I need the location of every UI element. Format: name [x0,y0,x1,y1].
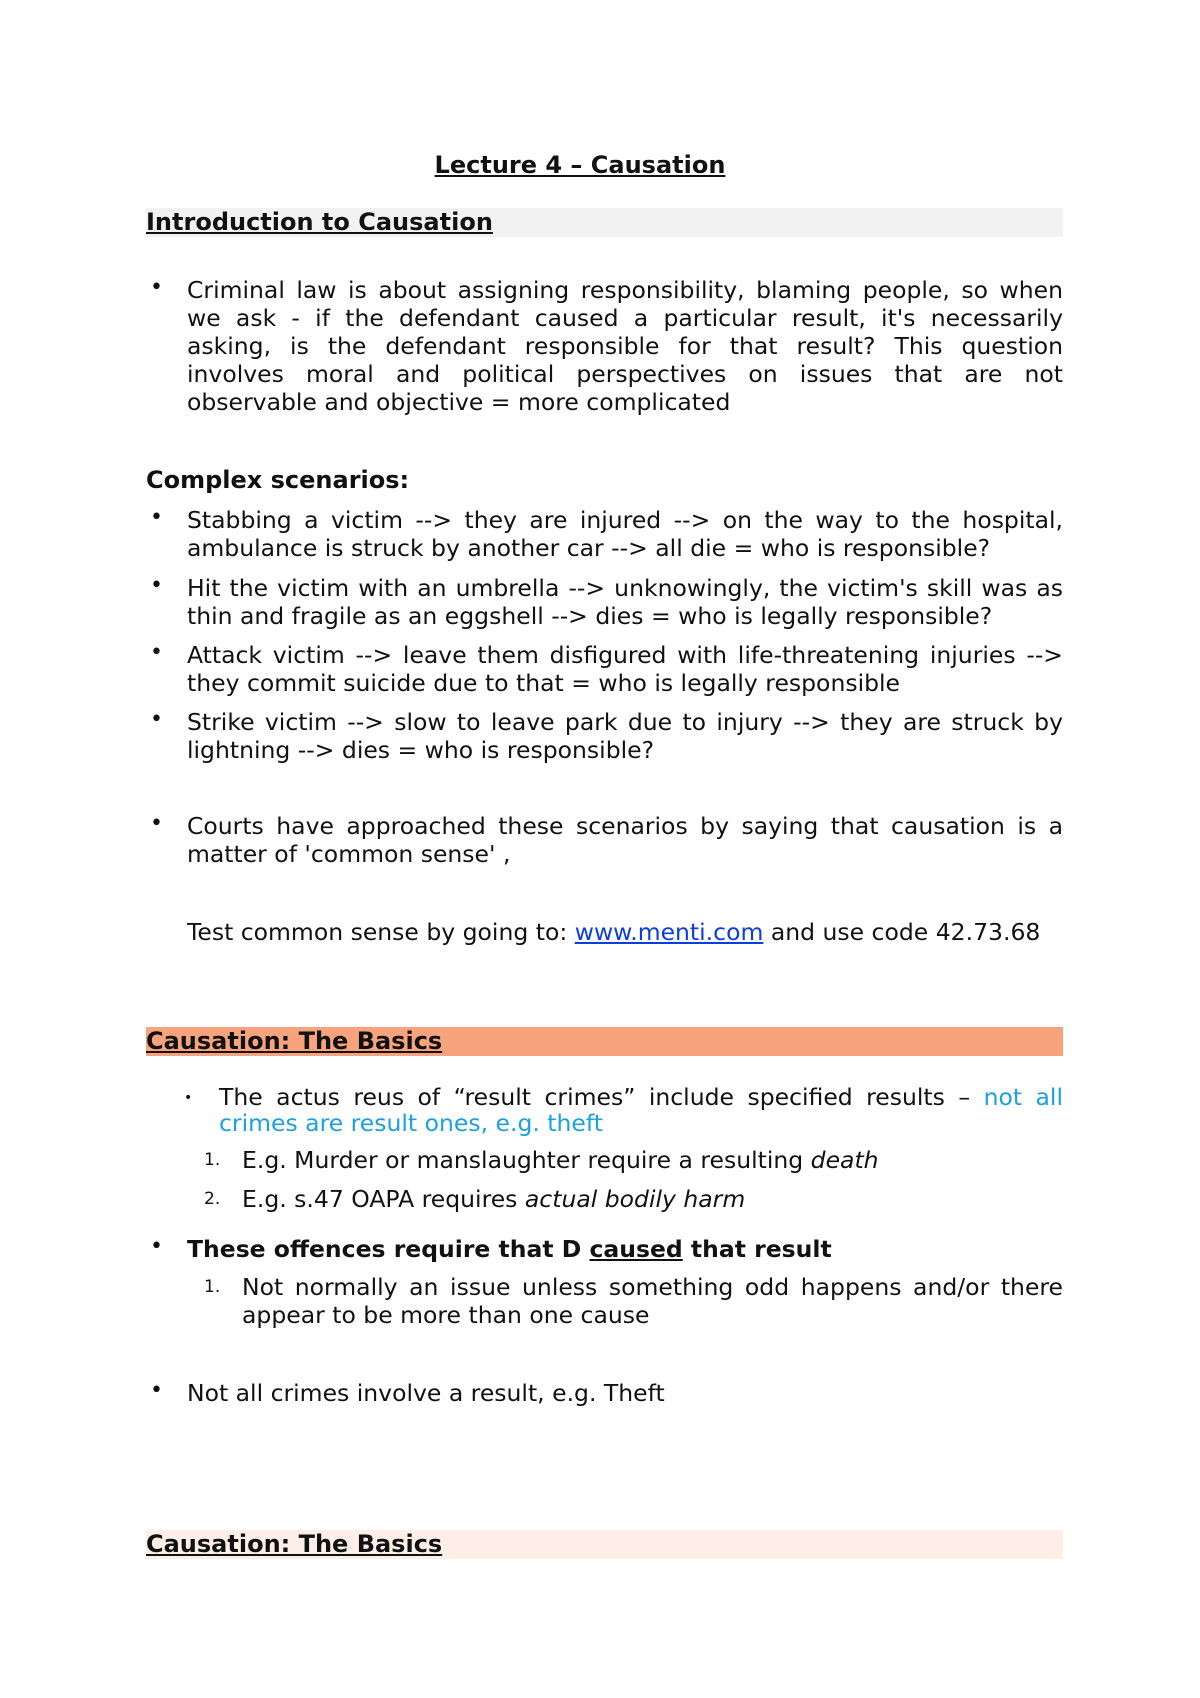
offences-paragraph: These offences require that D caused that result [187,1235,832,1263]
scenario-item: Strike victim --> slow to leave park due to injury --> they are struck by lightning --> dies = who is responsible? [187,708,1063,764]
page-title: Lecture 4 – Causation [434,151,726,179]
bullet-marker: • [150,640,163,665]
bullet-marker: • [150,573,163,598]
not-all-paragraph: Not all crimes involve a result, e.g. Theft [187,1379,665,1407]
number-marker: 1. [204,1150,221,1170]
scenario-item: Attack victim --> leave them disfigured with life-threatening injuries --> they commit suicide due to that = who is legally responsible [187,641,1063,697]
courts-paragraph: Courts have approached these scenarios by saying that causation is a matter of 'common sense' , [187,812,1063,868]
section-heading-basics: Causation: The Basics [146,1027,1063,1056]
list-item: E.g. s.47 OAPA requires actual bodily harm [242,1185,746,1213]
number-marker: 1. [204,1277,221,1297]
bullet-marker: • [150,707,163,732]
section-heading-basics-2: Causation: The Basics [146,1530,1063,1559]
menti-paragraph: Test common sense by going to: www.menti.com and use code 42.73.68 [187,918,1041,946]
bullet-marker: • [150,505,163,530]
bullet-marker: • [150,1378,163,1403]
bullet-marker: • [150,275,163,300]
bullet-marker: • [184,1090,193,1106]
bullet-marker: • [150,1234,163,1259]
bullet-marker: • [150,811,163,836]
actus-reus-paragraph: The actus reus of “result crimes” include specified results – not all crimes are result ones, e.g. theft [219,1083,1063,1137]
scenario-item: Stabbing a victim --> they are injured --> on the way to the hospital, ambulance is struck by another car --> all die = who is responsible? [187,506,1063,562]
highlight-note: not all crimes are result ones, e.g. theft [219,1083,1063,1137]
complex-scenarios-heading: Complex scenarios: [146,466,410,494]
list-item: Not normally an issue unless something odd happens and/or there appear to be more than one cause [242,1273,1063,1329]
scenario-item: Hit the victim with an umbrella --> unknowingly, the victim's skill was as thin and fragile as an eggshell --> dies = who is legally responsible? [187,574,1063,630]
number-marker: 2. [204,1189,221,1209]
list-item: E.g. Murder or manslaughter require a resulting death [242,1146,879,1174]
intro-paragraph: Criminal law is about assigning responsibility, blaming people, so when we ask - if the defendant caused a particular result, it's necessarily asking, is the defendant responsible for that result? This question involves moral and political perspectives on issues that are not observable and objective = more complicated [187,276,1063,416]
section-heading-introduction: Introduction to Causation [146,208,1063,237]
menti-link[interactable]: www.menti.com [574,918,764,946]
